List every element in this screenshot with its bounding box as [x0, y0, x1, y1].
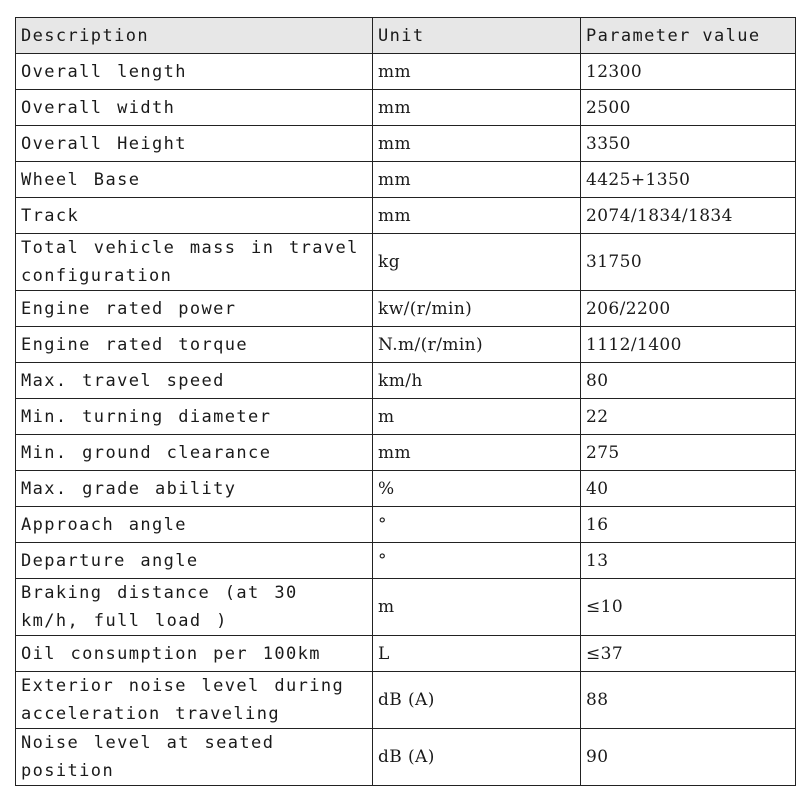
row-description: Max. grade ability	[16, 471, 373, 507]
table-row	[16, 399, 796, 435]
row-description: Engine rated power	[16, 291, 373, 327]
table-row	[16, 291, 796, 327]
table-row	[16, 126, 796, 162]
table-row	[16, 543, 796, 579]
row-unit: kg	[373, 234, 581, 291]
row-value: 1112/1400	[581, 327, 796, 363]
table-row	[16, 471, 796, 507]
row-description: Noise level at seated position	[16, 729, 373, 786]
row-unit: mm	[373, 126, 581, 162]
table-row	[16, 54, 796, 90]
row-value: 2074/1834/1834	[581, 198, 796, 234]
row-unit: kw/(r/min)	[373, 291, 581, 327]
header-unit: Unit	[373, 18, 581, 54]
table-header-row	[16, 18, 796, 54]
table-row	[16, 636, 796, 672]
row-value: 13	[581, 543, 796, 579]
row-value: 206/2200	[581, 291, 796, 327]
row-unit: m	[373, 399, 581, 435]
row-unit: %	[373, 471, 581, 507]
table-row	[16, 162, 796, 198]
row-description: Engine rated torque	[16, 327, 373, 363]
row-description: Max. travel speed	[16, 363, 373, 399]
row-value: 12300	[581, 54, 796, 90]
row-value: ≤10	[581, 579, 796, 636]
row-unit: mm	[373, 162, 581, 198]
table-row	[16, 327, 796, 363]
header-description: Description	[16, 18, 373, 54]
row-description: Wheel Base	[16, 162, 373, 198]
row-unit: mm	[373, 90, 581, 126]
row-description: Track	[16, 198, 373, 234]
header-parameter-value: Parameter value	[581, 18, 796, 54]
specification-table	[15, 17, 796, 786]
row-unit: km/h	[373, 363, 581, 399]
row-value: 275	[581, 435, 796, 471]
row-unit: L	[373, 636, 581, 672]
row-description: Min. ground clearance	[16, 435, 373, 471]
row-description: Oil consumption per 100km	[16, 636, 373, 672]
row-description: Approach angle	[16, 507, 373, 543]
row-description: Total vehicle mass in travel configuration	[16, 234, 373, 291]
row-unit: m	[373, 579, 581, 636]
row-unit: dB (A)	[373, 729, 581, 786]
row-value: 88	[581, 672, 796, 729]
row-description: Overall width	[16, 90, 373, 126]
row-value: ≤37	[581, 636, 796, 672]
row-unit: mm	[373, 435, 581, 471]
row-value: 2500	[581, 90, 796, 126]
row-description: Min. turning diameter	[16, 399, 373, 435]
row-value: 90	[581, 729, 796, 786]
table-row	[16, 729, 796, 786]
table-row	[16, 507, 796, 543]
row-value: 16	[581, 507, 796, 543]
row-value: 22	[581, 399, 796, 435]
row-unit: °	[373, 507, 581, 543]
table-row	[16, 672, 796, 729]
table-row	[16, 579, 796, 636]
table-row	[16, 435, 796, 471]
row-description: Departure angle	[16, 543, 373, 579]
row-value: 4425+1350	[581, 162, 796, 198]
row-unit: mm	[373, 54, 581, 90]
row-value: 40	[581, 471, 796, 507]
table-row	[16, 198, 796, 234]
row-value: 3350	[581, 126, 796, 162]
row-description: Braking distance (at 30 km/h, full load )	[16, 579, 373, 636]
table-row	[16, 90, 796, 126]
table-row	[16, 234, 796, 291]
row-unit: mm	[373, 198, 581, 234]
row-value: 80	[581, 363, 796, 399]
row-value: 31750	[581, 234, 796, 291]
row-description: Overall length	[16, 54, 373, 90]
row-unit: dB (A)	[373, 672, 581, 729]
row-unit: N.m/(r/min)	[373, 327, 581, 363]
row-description: Overall Height	[16, 126, 373, 162]
table-row	[16, 363, 796, 399]
row-description: Exterior noise level during acceleration traveling	[16, 672, 373, 729]
row-unit: °	[373, 543, 581, 579]
